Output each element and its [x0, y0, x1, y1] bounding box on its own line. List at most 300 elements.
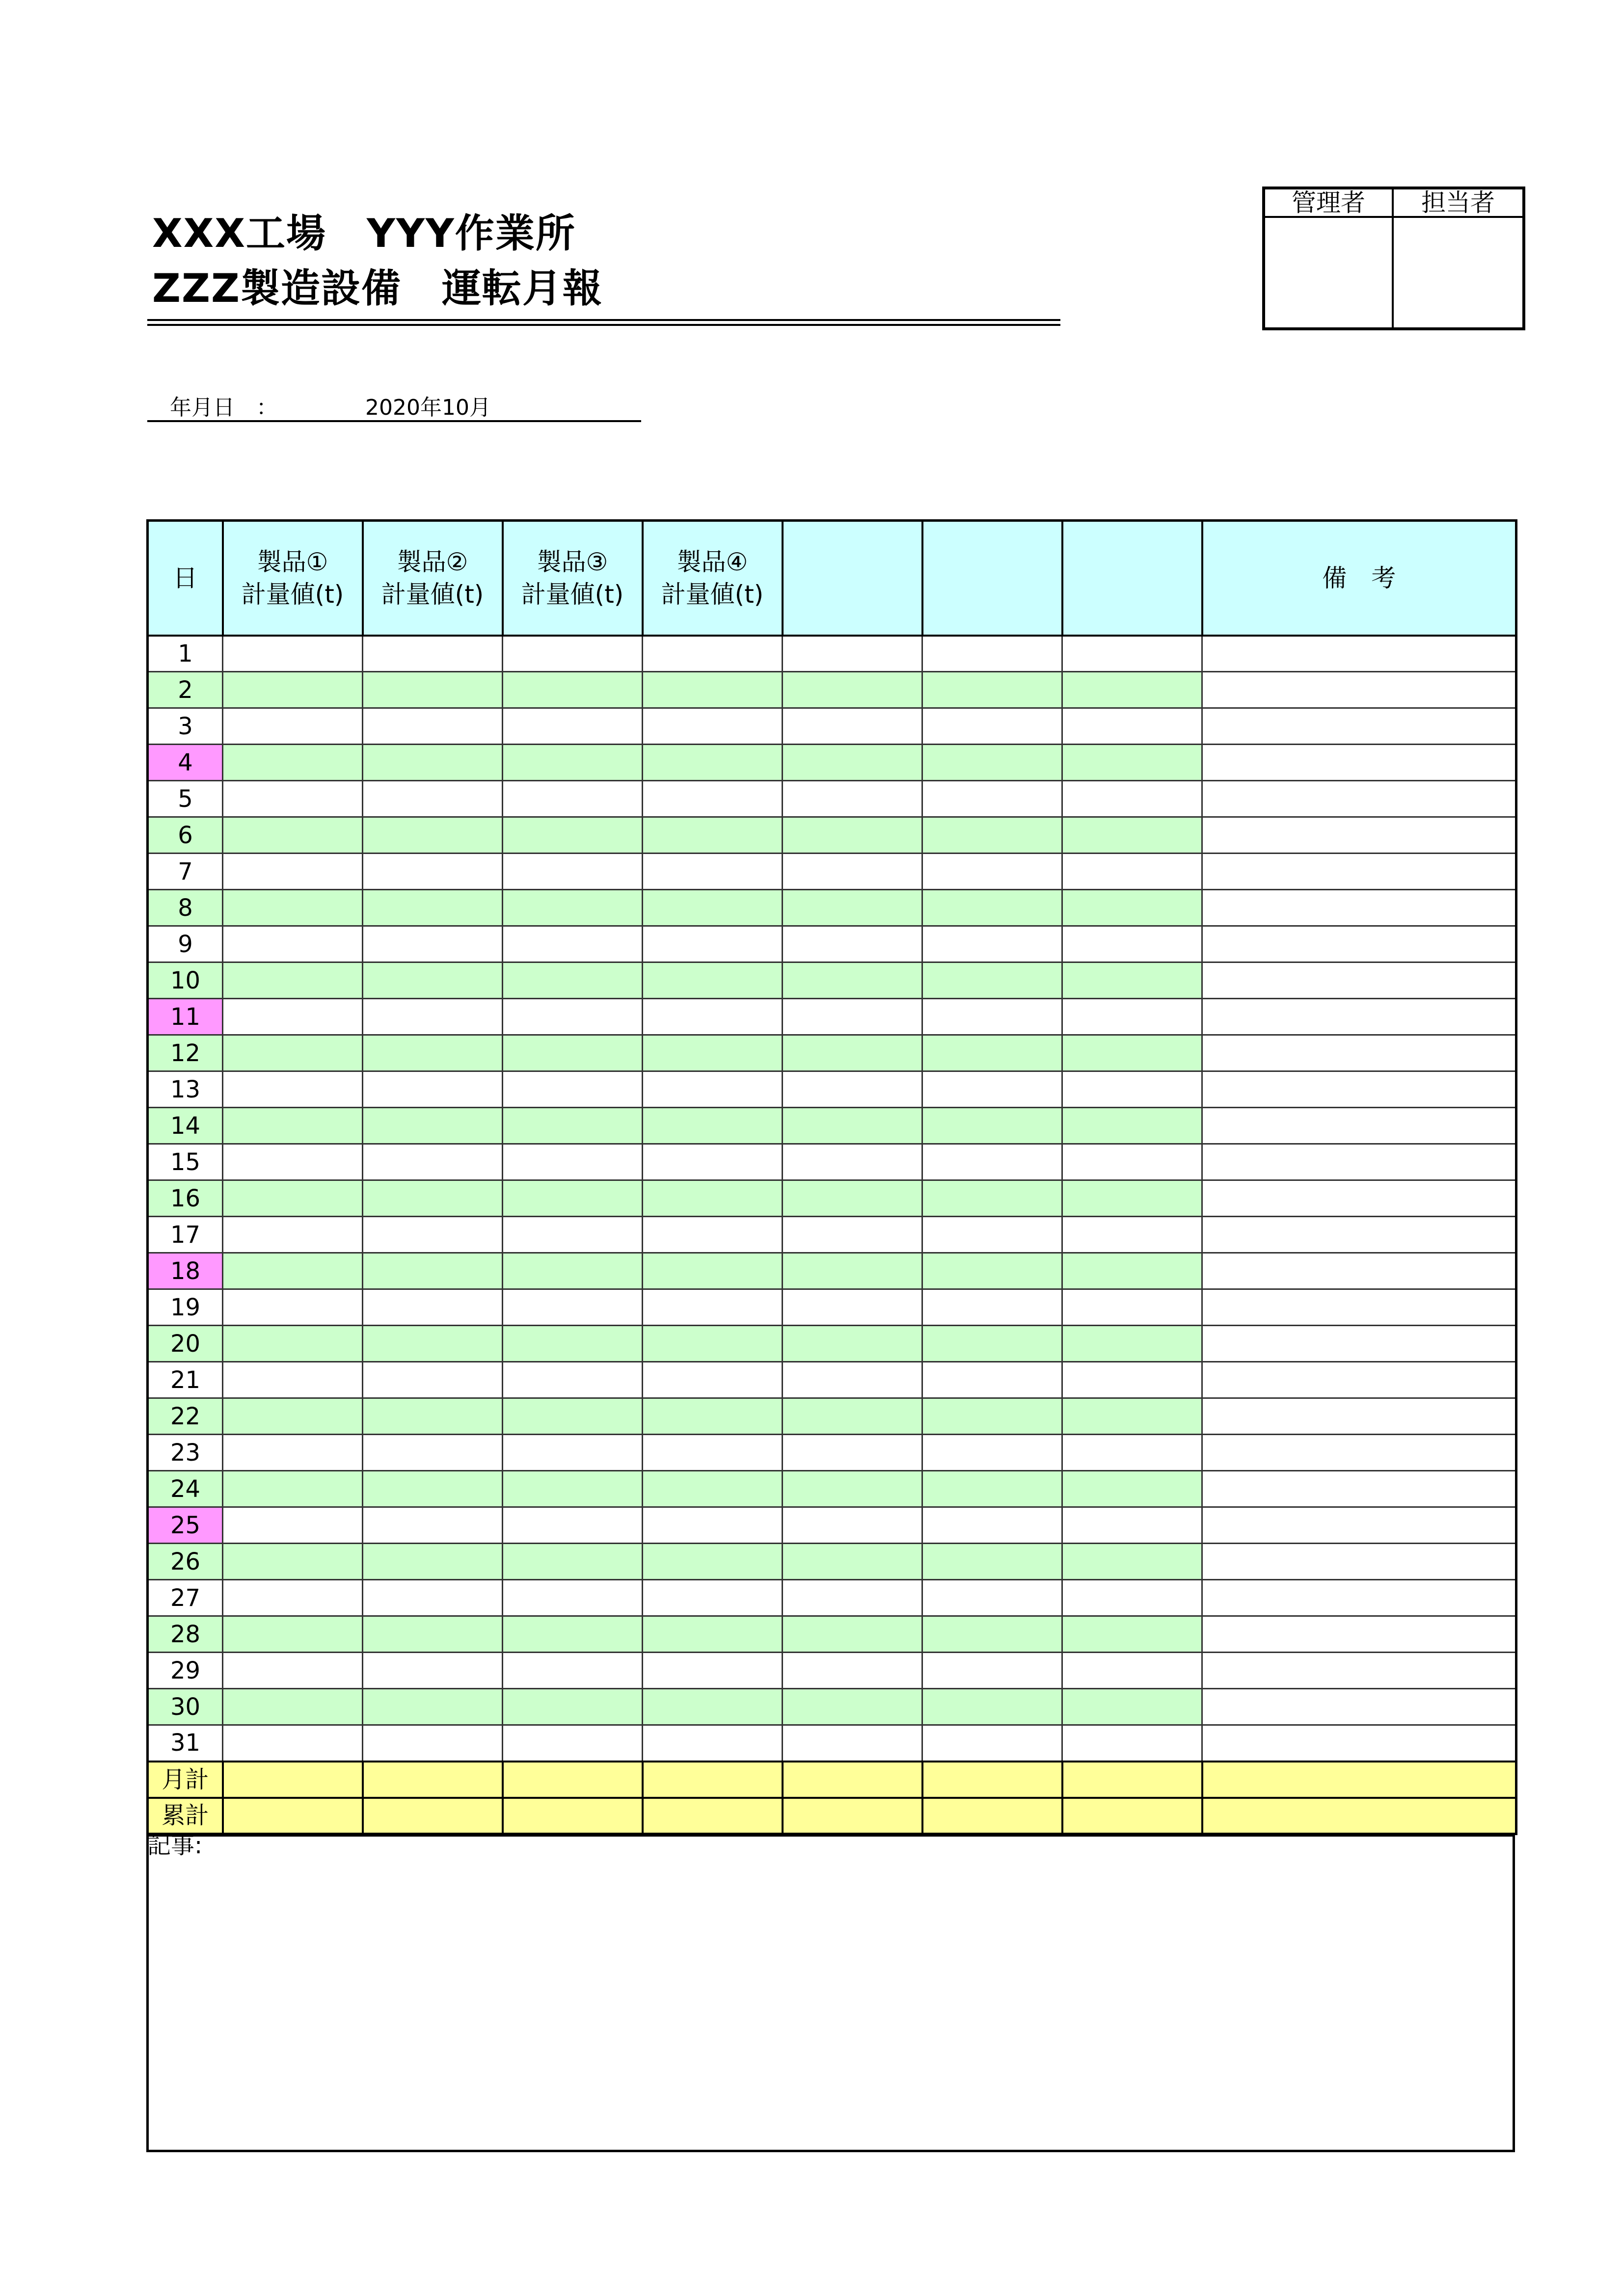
table-row [148, 1253, 1516, 1289]
note-cell[interactable] [1202, 1144, 1516, 1180]
value-cell[interactable] [643, 817, 783, 854]
table-row [148, 1653, 1516, 1689]
value-cell[interactable] [643, 1689, 783, 1725]
value-cell[interactable] [1062, 1180, 1202, 1217]
note-cell[interactable] [1202, 1544, 1516, 1580]
table-row [148, 1362, 1516, 1398]
value-cell[interactable] [922, 854, 1062, 890]
value-cell[interactable] [363, 999, 503, 1035]
table-row [148, 672, 1516, 708]
value-cell[interactable] [503, 1471, 643, 1507]
total-cell[interactable] [643, 1798, 783, 1834]
value-cell[interactable] [643, 1362, 783, 1398]
value-cell[interactable] [503, 1689, 643, 1725]
value-cell[interactable] [1062, 1435, 1202, 1471]
value-cell[interactable] [363, 672, 503, 708]
day-cell: 25 [148, 1507, 223, 1544]
value-cell[interactable] [922, 708, 1062, 745]
value-cell[interactable] [783, 854, 922, 890]
value-cell[interactable] [1062, 1362, 1202, 1398]
day-cell: 21 [148, 1362, 223, 1398]
total-cell[interactable] [643, 1762, 783, 1798]
value-cell[interactable] [643, 962, 783, 999]
note-cell[interactable] [1202, 1435, 1516, 1471]
value-cell[interactable] [503, 1362, 643, 1398]
value-cell[interactable] [363, 926, 503, 962]
value-cell[interactable] [783, 1471, 922, 1507]
value-cell[interactable] [783, 1326, 922, 1362]
day-cell: 6 [148, 817, 223, 854]
value-cell[interactable] [363, 1217, 503, 1253]
value-cell[interactable] [1062, 672, 1202, 708]
value-cell[interactable] [503, 1616, 643, 1653]
value-cell[interactable] [643, 1507, 783, 1544]
value-cell[interactable] [783, 1435, 922, 1471]
value-cell[interactable] [363, 1580, 503, 1616]
total-cell[interactable] [1202, 1798, 1516, 1834]
value-cell[interactable] [922, 1435, 1062, 1471]
value-cell[interactable] [503, 1725, 643, 1762]
value-cell[interactable] [503, 1435, 643, 1471]
value-cell[interactable] [783, 926, 922, 962]
note-cell[interactable] [1202, 854, 1516, 890]
value-cell[interactable] [643, 890, 783, 926]
value-cell[interactable] [783, 1507, 922, 1544]
value-cell[interactable] [223, 1362, 363, 1398]
value-cell[interactable] [1062, 1071, 1202, 1108]
notes-box[interactable] [146, 1834, 1515, 2152]
value-cell[interactable] [1062, 1616, 1202, 1653]
value-cell[interactable] [783, 636, 922, 672]
value-cell[interactable] [922, 1471, 1062, 1507]
value-cell[interactable] [503, 636, 643, 672]
total-cell[interactable] [363, 1762, 503, 1798]
value-cell[interactable] [922, 1616, 1062, 1653]
value-cell[interactable] [363, 1616, 503, 1653]
value-cell[interactable] [1062, 1144, 1202, 1180]
value-cell[interactable] [643, 672, 783, 708]
value-cell[interactable] [223, 1616, 363, 1653]
value-cell[interactable] [783, 1689, 922, 1725]
value-cell[interactable] [223, 854, 363, 890]
note-cell[interactable] [1202, 1035, 1516, 1071]
value-cell[interactable] [223, 1544, 363, 1580]
value-cell[interactable] [223, 1507, 363, 1544]
value-cell[interactable] [363, 1507, 503, 1544]
value-cell[interactable] [363, 1725, 503, 1762]
value-cell[interactable] [643, 1144, 783, 1180]
value-cell[interactable] [643, 1108, 783, 1144]
total-cell[interactable] [922, 1798, 1062, 1834]
value-cell[interactable] [363, 890, 503, 926]
value-cell[interactable] [922, 999, 1062, 1035]
value-cell[interactable] [1062, 1035, 1202, 1071]
value-cell[interactable] [503, 1108, 643, 1144]
value-cell[interactable] [503, 1544, 643, 1580]
total-cell[interactable] [223, 1762, 363, 1798]
value-cell[interactable] [503, 745, 643, 781]
value-cell[interactable] [1062, 1507, 1202, 1544]
value-cell[interactable] [363, 1398, 503, 1435]
value-cell[interactable] [922, 1398, 1062, 1435]
value-cell[interactable] [1062, 1398, 1202, 1435]
value-cell[interactable] [223, 817, 363, 854]
value-cell[interactable] [223, 1435, 363, 1471]
value-cell[interactable] [503, 962, 643, 999]
note-cell[interactable] [1202, 1725, 1516, 1762]
table-row [148, 1180, 1516, 1217]
table-row [148, 1108, 1516, 1144]
value-cell[interactable] [783, 1616, 922, 1653]
value-cell[interactable] [922, 745, 1062, 781]
value-cell[interactable] [643, 1580, 783, 1616]
value-cell[interactable] [223, 962, 363, 999]
value-cell[interactable] [922, 1035, 1062, 1071]
value-cell[interactable] [783, 1725, 922, 1762]
day-cell: 12 [148, 1035, 223, 1071]
note-cell[interactable] [1202, 1180, 1516, 1217]
value-cell[interactable] [643, 1180, 783, 1217]
value-cell[interactable] [503, 1398, 643, 1435]
value-cell[interactable] [503, 1253, 643, 1289]
table-row [148, 926, 1516, 962]
value-cell[interactable] [643, 636, 783, 672]
value-cell[interactable] [503, 708, 643, 745]
value-cell[interactable] [223, 890, 363, 926]
value-cell[interactable] [922, 817, 1062, 854]
note-cell[interactable] [1202, 745, 1516, 781]
value-cell[interactable] [223, 1071, 363, 1108]
person-in-charge-stamp-cell[interactable] [1394, 218, 1522, 327]
value-cell[interactable] [922, 1253, 1062, 1289]
value-cell[interactable] [1062, 745, 1202, 781]
value-cell[interactable] [922, 962, 1062, 999]
note-cell[interactable] [1202, 1326, 1516, 1362]
value-cell[interactable] [1062, 781, 1202, 817]
value-cell[interactable] [503, 817, 643, 854]
value-cell[interactable] [922, 1144, 1062, 1180]
value-cell[interactable] [363, 1035, 503, 1071]
note-cell[interactable] [1202, 1362, 1516, 1398]
value-cell[interactable] [783, 1071, 922, 1108]
value-cell[interactable] [643, 1326, 783, 1362]
day-cell: 26 [148, 1544, 223, 1580]
value-cell[interactable] [922, 1362, 1062, 1398]
value-cell[interactable] [223, 672, 363, 708]
value-cell[interactable] [783, 1144, 922, 1180]
date-value[interactable]: 2020年10月 [365, 395, 491, 420]
value-cell[interactable] [363, 636, 503, 672]
value-cell[interactable] [783, 1580, 922, 1616]
note-cell[interactable] [1202, 1580, 1516, 1616]
value-cell[interactable] [643, 781, 783, 817]
value-cell[interactable] [503, 926, 643, 962]
note-cell[interactable] [1202, 999, 1516, 1035]
value-cell[interactable] [363, 1253, 503, 1289]
value-cell[interactable] [643, 1471, 783, 1507]
note-cell[interactable] [1202, 1507, 1516, 1544]
value-cell[interactable] [783, 1108, 922, 1144]
value-cell[interactable] [503, 1289, 643, 1326]
value-cell[interactable] [503, 1326, 643, 1362]
value-cell[interactable] [223, 926, 363, 962]
value-cell[interactable] [363, 1180, 503, 1217]
value-cell[interactable] [503, 672, 643, 708]
value-cell[interactable] [783, 962, 922, 999]
value-cell[interactable] [363, 1108, 503, 1144]
note-cell[interactable] [1202, 926, 1516, 962]
report-title-line1: XXX工場 YYY作業所 [152, 211, 576, 256]
value-cell[interactable] [643, 1616, 783, 1653]
value-cell[interactable] [1062, 1289, 1202, 1326]
note-cell[interactable] [1202, 1108, 1516, 1144]
value-cell[interactable] [643, 745, 783, 781]
value-cell[interactable] [643, 1071, 783, 1108]
value-cell[interactable] [1062, 708, 1202, 745]
value-cell[interactable] [922, 1653, 1062, 1689]
total-cell[interactable] [783, 1798, 922, 1834]
total-cell[interactable] [1062, 1762, 1202, 1798]
value-cell[interactable] [223, 1471, 363, 1507]
table-row [148, 1689, 1516, 1725]
day-cell: 27 [148, 1580, 223, 1616]
value-cell[interactable] [783, 1362, 922, 1398]
value-cell[interactable] [1062, 636, 1202, 672]
value-cell[interactable] [1062, 817, 1202, 854]
note-cell[interactable] [1202, 708, 1516, 745]
value-cell[interactable] [1062, 1725, 1202, 1762]
total-cell[interactable] [503, 1762, 643, 1798]
day-cell: 4 [148, 745, 223, 781]
value-cell[interactable] [363, 708, 503, 745]
total-cell[interactable] [922, 1762, 1062, 1798]
value-cell[interactable] [363, 1071, 503, 1108]
value-cell[interactable] [503, 1580, 643, 1616]
total-cell[interactable] [1202, 1762, 1516, 1798]
value-cell[interactable] [783, 708, 922, 745]
total-cell[interactable] [503, 1798, 643, 1834]
value-cell[interactable] [1062, 1653, 1202, 1689]
value-cell[interactable] [922, 1326, 1062, 1362]
value-cell[interactable] [783, 1180, 922, 1217]
value-cell[interactable] [363, 1653, 503, 1689]
value-cell[interactable] [363, 1144, 503, 1180]
value-cell[interactable] [1062, 1580, 1202, 1616]
value-cell[interactable] [223, 1180, 363, 1217]
value-cell[interactable] [922, 890, 1062, 926]
value-cell[interactable] [503, 1035, 643, 1071]
value-cell[interactable] [783, 1289, 922, 1326]
product-1-header: 製品① 計量値(t) [223, 521, 363, 636]
value-cell[interactable] [363, 1435, 503, 1471]
value-cell[interactable] [783, 1653, 922, 1689]
value-cell[interactable] [643, 1544, 783, 1580]
note-cell[interactable] [1202, 1253, 1516, 1289]
value-cell[interactable] [1062, 1689, 1202, 1725]
note-cell[interactable] [1202, 1653, 1516, 1689]
table-row [148, 1471, 1516, 1507]
note-cell[interactable] [1202, 962, 1516, 999]
value-cell[interactable] [1062, 1108, 1202, 1144]
value-cell[interactable] [503, 854, 643, 890]
value-cell[interactable] [223, 1289, 363, 1326]
value-cell[interactable] [922, 636, 1062, 672]
value-cell[interactable] [363, 1689, 503, 1725]
value-cell[interactable] [922, 1289, 1062, 1326]
value-cell[interactable] [783, 817, 922, 854]
value-cell[interactable] [503, 1071, 643, 1108]
value-cell[interactable] [922, 672, 1062, 708]
blank-header-7 [1062, 521, 1202, 636]
report-title [152, 206, 603, 316]
value-cell[interactable] [223, 999, 363, 1035]
value-cell[interactable] [223, 745, 363, 781]
table-row [148, 1398, 1516, 1435]
note-cell[interactable] [1202, 636, 1516, 672]
note-cell[interactable] [1202, 1289, 1516, 1326]
value-cell[interactable] [783, 672, 922, 708]
total-cell[interactable] [1062, 1798, 1202, 1834]
value-cell[interactable] [783, 781, 922, 817]
note-cell[interactable] [1202, 672, 1516, 708]
value-cell[interactable] [922, 1507, 1062, 1544]
value-cell[interactable] [643, 1253, 783, 1289]
table-row [148, 1144, 1516, 1180]
value-cell[interactable] [1062, 1217, 1202, 1253]
value-cell[interactable] [922, 1689, 1062, 1725]
note-cell[interactable] [1202, 1471, 1516, 1507]
value-cell[interactable] [922, 1725, 1062, 1762]
value-cell[interactable] [223, 1326, 363, 1362]
table-row [148, 708, 1516, 745]
value-cell[interactable] [503, 890, 643, 926]
manager-stamp-cell[interactable] [1265, 218, 1394, 327]
value-cell[interactable] [783, 999, 922, 1035]
note-cell[interactable] [1202, 817, 1516, 854]
value-cell[interactable] [363, 817, 503, 854]
value-cell[interactable] [363, 962, 503, 999]
note-cell[interactable] [1202, 1398, 1516, 1435]
day-cell: 23 [148, 1435, 223, 1471]
value-cell[interactable] [922, 1217, 1062, 1253]
total-cell[interactable] [363, 1798, 503, 1834]
value-cell[interactable] [223, 1653, 363, 1689]
manager-label: 管理者 [1265, 189, 1394, 218]
value-cell[interactable] [922, 781, 1062, 817]
value-cell[interactable] [363, 1326, 503, 1362]
value-cell[interactable] [223, 1144, 363, 1180]
day-cell: 15 [148, 1144, 223, 1180]
value-cell[interactable] [643, 1435, 783, 1471]
value-cell[interactable] [643, 926, 783, 962]
note-cell[interactable] [1202, 890, 1516, 926]
value-cell[interactable] [503, 1217, 643, 1253]
value-cell[interactable] [223, 1108, 363, 1144]
value-cell[interactable] [783, 1253, 922, 1289]
value-cell[interactable] [223, 636, 363, 672]
value-cell[interactable] [783, 1544, 922, 1580]
value-cell[interactable] [223, 781, 363, 817]
note-cell[interactable] [1202, 1217, 1516, 1253]
value-cell[interactable] [1062, 926, 1202, 962]
value-cell[interactable] [643, 1725, 783, 1762]
value-cell[interactable] [643, 999, 783, 1035]
value-cell[interactable] [223, 1253, 363, 1289]
value-cell[interactable] [783, 1035, 922, 1071]
value-cell[interactable] [783, 1398, 922, 1435]
value-cell[interactable] [223, 1217, 363, 1253]
value-cell[interactable] [922, 1108, 1062, 1144]
value-cell[interactable] [922, 1580, 1062, 1616]
value-cell[interactable] [1062, 1253, 1202, 1289]
value-cell[interactable] [223, 1725, 363, 1762]
value-cell[interactable] [223, 1398, 363, 1435]
day-cell: 7 [148, 854, 223, 890]
value-cell[interactable] [922, 1071, 1062, 1108]
note-cell[interactable] [1202, 781, 1516, 817]
value-cell[interactable] [643, 1653, 783, 1689]
value-cell[interactable] [223, 1580, 363, 1616]
value-cell[interactable] [783, 1217, 922, 1253]
value-cell[interactable] [363, 745, 503, 781]
value-cell[interactable] [1062, 890, 1202, 926]
value-cell[interactable] [1062, 1326, 1202, 1362]
value-cell[interactable] [643, 708, 783, 745]
value-cell[interactable] [922, 926, 1062, 962]
value-cell[interactable] [503, 999, 643, 1035]
day-cell: 20 [148, 1326, 223, 1362]
total-cell[interactable] [223, 1798, 363, 1834]
value-cell[interactable] [643, 1289, 783, 1326]
value-cell[interactable] [363, 1362, 503, 1398]
value-cell[interactable] [223, 1689, 363, 1725]
value-cell[interactable] [363, 1544, 503, 1580]
value-cell[interactable] [643, 1217, 783, 1253]
value-cell[interactable] [643, 854, 783, 890]
value-cell[interactable] [1062, 854, 1202, 890]
value-cell[interactable] [1062, 962, 1202, 999]
value-cell[interactable] [1062, 1544, 1202, 1580]
value-cell[interactable] [922, 1544, 1062, 1580]
value-cell[interactable] [363, 854, 503, 890]
value-cell[interactable] [783, 890, 922, 926]
value-cell[interactable] [363, 1471, 503, 1507]
value-cell[interactable] [223, 708, 363, 745]
value-cell[interactable] [503, 1144, 643, 1180]
value-cell[interactable] [643, 1035, 783, 1071]
value-cell[interactable] [363, 781, 503, 817]
value-cell[interactable] [922, 1180, 1062, 1217]
note-header: 備 考 [1202, 521, 1516, 636]
note-cell[interactable] [1202, 1689, 1516, 1725]
note-cell[interactable] [1202, 1616, 1516, 1653]
value-cell[interactable] [1062, 999, 1202, 1035]
daily-operation-table [146, 519, 1517, 1835]
value-cell[interactable] [503, 781, 643, 817]
total-cell[interactable] [783, 1762, 922, 1798]
value-cell[interactable] [503, 1180, 643, 1217]
value-cell[interactable] [503, 1507, 643, 1544]
value-cell[interactable] [783, 745, 922, 781]
value-cell[interactable] [363, 1289, 503, 1326]
value-cell[interactable] [503, 1653, 643, 1689]
date-field[interactable] [147, 388, 641, 422]
value-cell[interactable] [1062, 1471, 1202, 1507]
note-cell[interactable] [1202, 1071, 1516, 1108]
value-cell[interactable] [643, 1398, 783, 1435]
table-row [148, 1035, 1516, 1071]
value-cell[interactable] [223, 1035, 363, 1071]
